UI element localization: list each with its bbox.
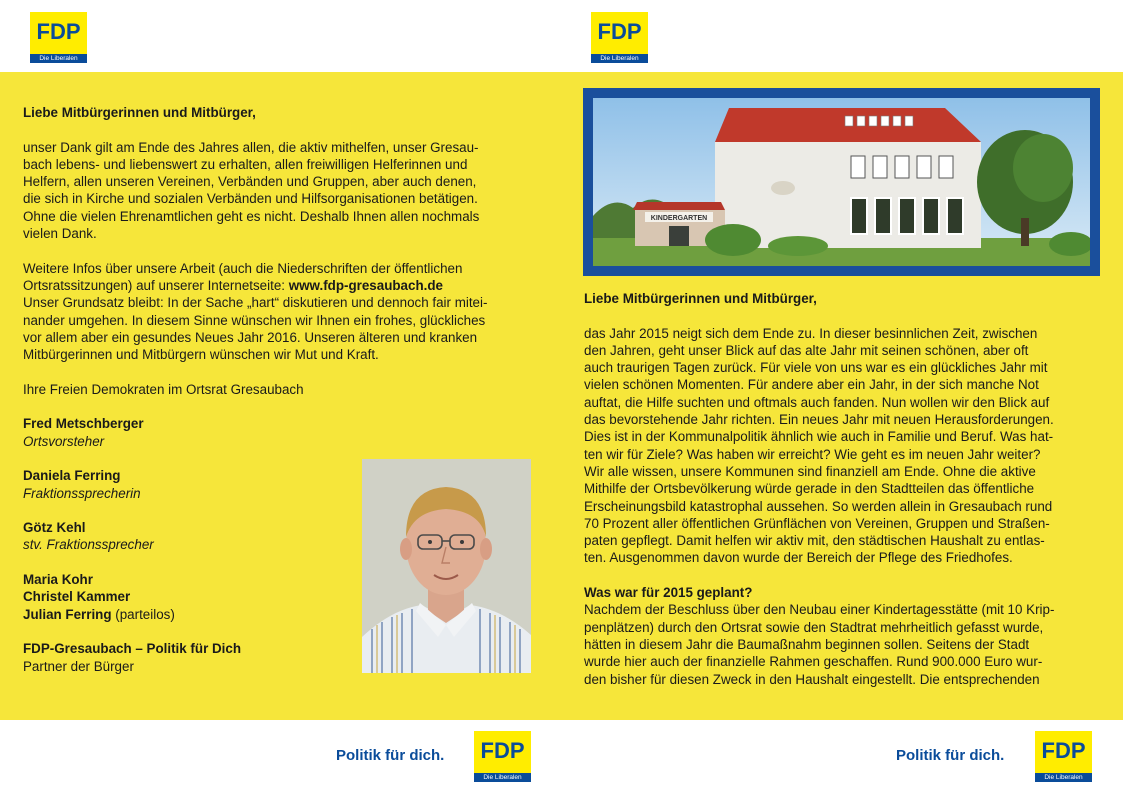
footer-slogan-right: Politik für dich.	[896, 747, 1005, 764]
person-name: Götz Kehl	[23, 520, 86, 536]
footer-slogan-left: Politik für dich.	[336, 747, 445, 764]
left-paragraph-2: Weitere Infos über unsere Arbeit (auch die Niederschriften der öffentlichen Ortsratssitzungen) auf unserer Internetseite: www.fdp-gresaubach.de Unser Grundsatz bleibt: In der Sache „hart“ diskutieren und dennoch fair mitei- nander umgehen. In diesem Sinne wünschen wir Ihnen ein frohes, glückliches vor allem aber ein gesundes Neues Jahr 2016. Unseren älteren und kranken Mitbürgerinnen und Mitbürgern wünschen wir Mut und Kraft.	[23, 260, 488, 363]
portrait-photo	[362, 459, 531, 673]
person-name: Fred Metschberger	[23, 416, 144, 432]
person-role: Fraktionssprecherin	[23, 485, 141, 501]
right-column	[584, 290, 1104, 688]
svg-text:KINDERGARTEN: KINDERGARTEN	[650, 215, 708, 222]
person-1	[23, 415, 523, 450]
left-greeting: Liebe Mitbürgerinnen und Mitbürger,	[23, 105, 256, 120]
kindergarten-photo-frame	[583, 88, 1100, 276]
fdp-logo-top-left: FDP Die Liberalen	[30, 12, 87, 63]
person-role: Ortsvorsteher	[23, 433, 105, 449]
right-greeting: Liebe Mitbürgerinnen und Mitbürger,	[584, 291, 817, 306]
kindergarten-photo	[593, 98, 1090, 266]
person-name: Daniela Ferring	[23, 468, 121, 484]
left-motto: FDP-Gresaubach – Politik für Dich Partner der Bürger	[23, 641, 242, 674]
fdp-logo-bottom-right: FDP Die Liberalen	[1035, 731, 1092, 782]
right-paragraph-2: Nachdem der Beschluss über den Neubau einer Kindertagesstätte (mit 10 Krip- penplätzen) durch den Ortsrat sowie den Stadtrat mehrheitlich gefasst wurde, hätten in diesem Jahr die Baumaßnahm beginnen sollen. Seitens der Stadt wurde hier auch der finanzielle Rahmen geschaffen. Rund 900.000 Euro wur- den bisher für diesen Zweck in den Haushalt eingestellt. Die entsprechenden	[584, 602, 1055, 687]
fdp-logo-bottom-left: FDP Die Liberalen	[474, 731, 531, 782]
left-paragraph-1: unser Dank gilt am Ende des Jahres allen, die aktiv mithelfen, unser Gresau- bach lebens- und liebenswert zu erhalten, allen freiwilligen Helferinnen und Helfern, allen unseren Vereinen, Verbänden und Gruppen, aber auch denen, die sich in Kirche und sozialen Verbänden und Hilfsorganisationen betätigen. Ohne die vielen Ehrenamtlichen geht es nicht. Deshalb Ihnen allen nochmals vielen Dank.	[23, 139, 480, 242]
person-role: stv. Fraktionssprecher	[23, 537, 154, 553]
left-signoff: Ihre Freien Demokraten im Ortsrat Gresaubach	[23, 381, 304, 397]
members-list: Maria Kohr Christel Kammer Julian Ferring (parteilos)	[23, 572, 175, 622]
right-paragraph-1: das Jahr 2015 neigt sich dem Ende zu. In dieser besinnlichen Zeit, zwischen den Jahren, geht unser Blick auf das alte Jahr mit seinen schönen, aber oft auch traurigen Tagen zurück. Für viele von uns war es ein glückliches Jahr mit vielen schönen Momenten. Für andere aber ein Jahr, in der sich manche Not auftat, die Hilfe suchten und oftmals auch fanden. Nun wollen wir den Blick auf das bevorstehende Jahr richten. Ein neues Jahr mit neuen Herausforderungen. Dies ist in der Kommunalpolitik ähnlich wie auch in Familie und Beruf. Was hat- ten wir für Ziele? Was haben wir erreicht? Wie geht es im neuen Jahr weiter? Wir alle wissen, unsere Kommunen sind finanziell am Ende. Ohne die aktive Mithilfe der Ortsbevölkerung würde gerade in den Stadtteilen das öffentliche Erscheinungsbild katastrophal aussehen. So werden allein in Gresaubach rund 70 Prozent aller öffentlichen Grünflächen von Vereinen, Gruppen und Straßen- paten gepflegt. Damit helfen wir aktiv mit, den städtischen Haushalt zu entlas- ten. Ausgenommen davon wurde der Bereich der Pflege des Friedhofes.	[584, 325, 1054, 566]
fdp-logo-top-right: FDP Die Liberalen	[591, 12, 648, 63]
website-link[interactable]: www.fdp-gresaubach.de	[288, 277, 443, 293]
right-heading-2: Was war für 2015 geplant?	[584, 585, 753, 601]
